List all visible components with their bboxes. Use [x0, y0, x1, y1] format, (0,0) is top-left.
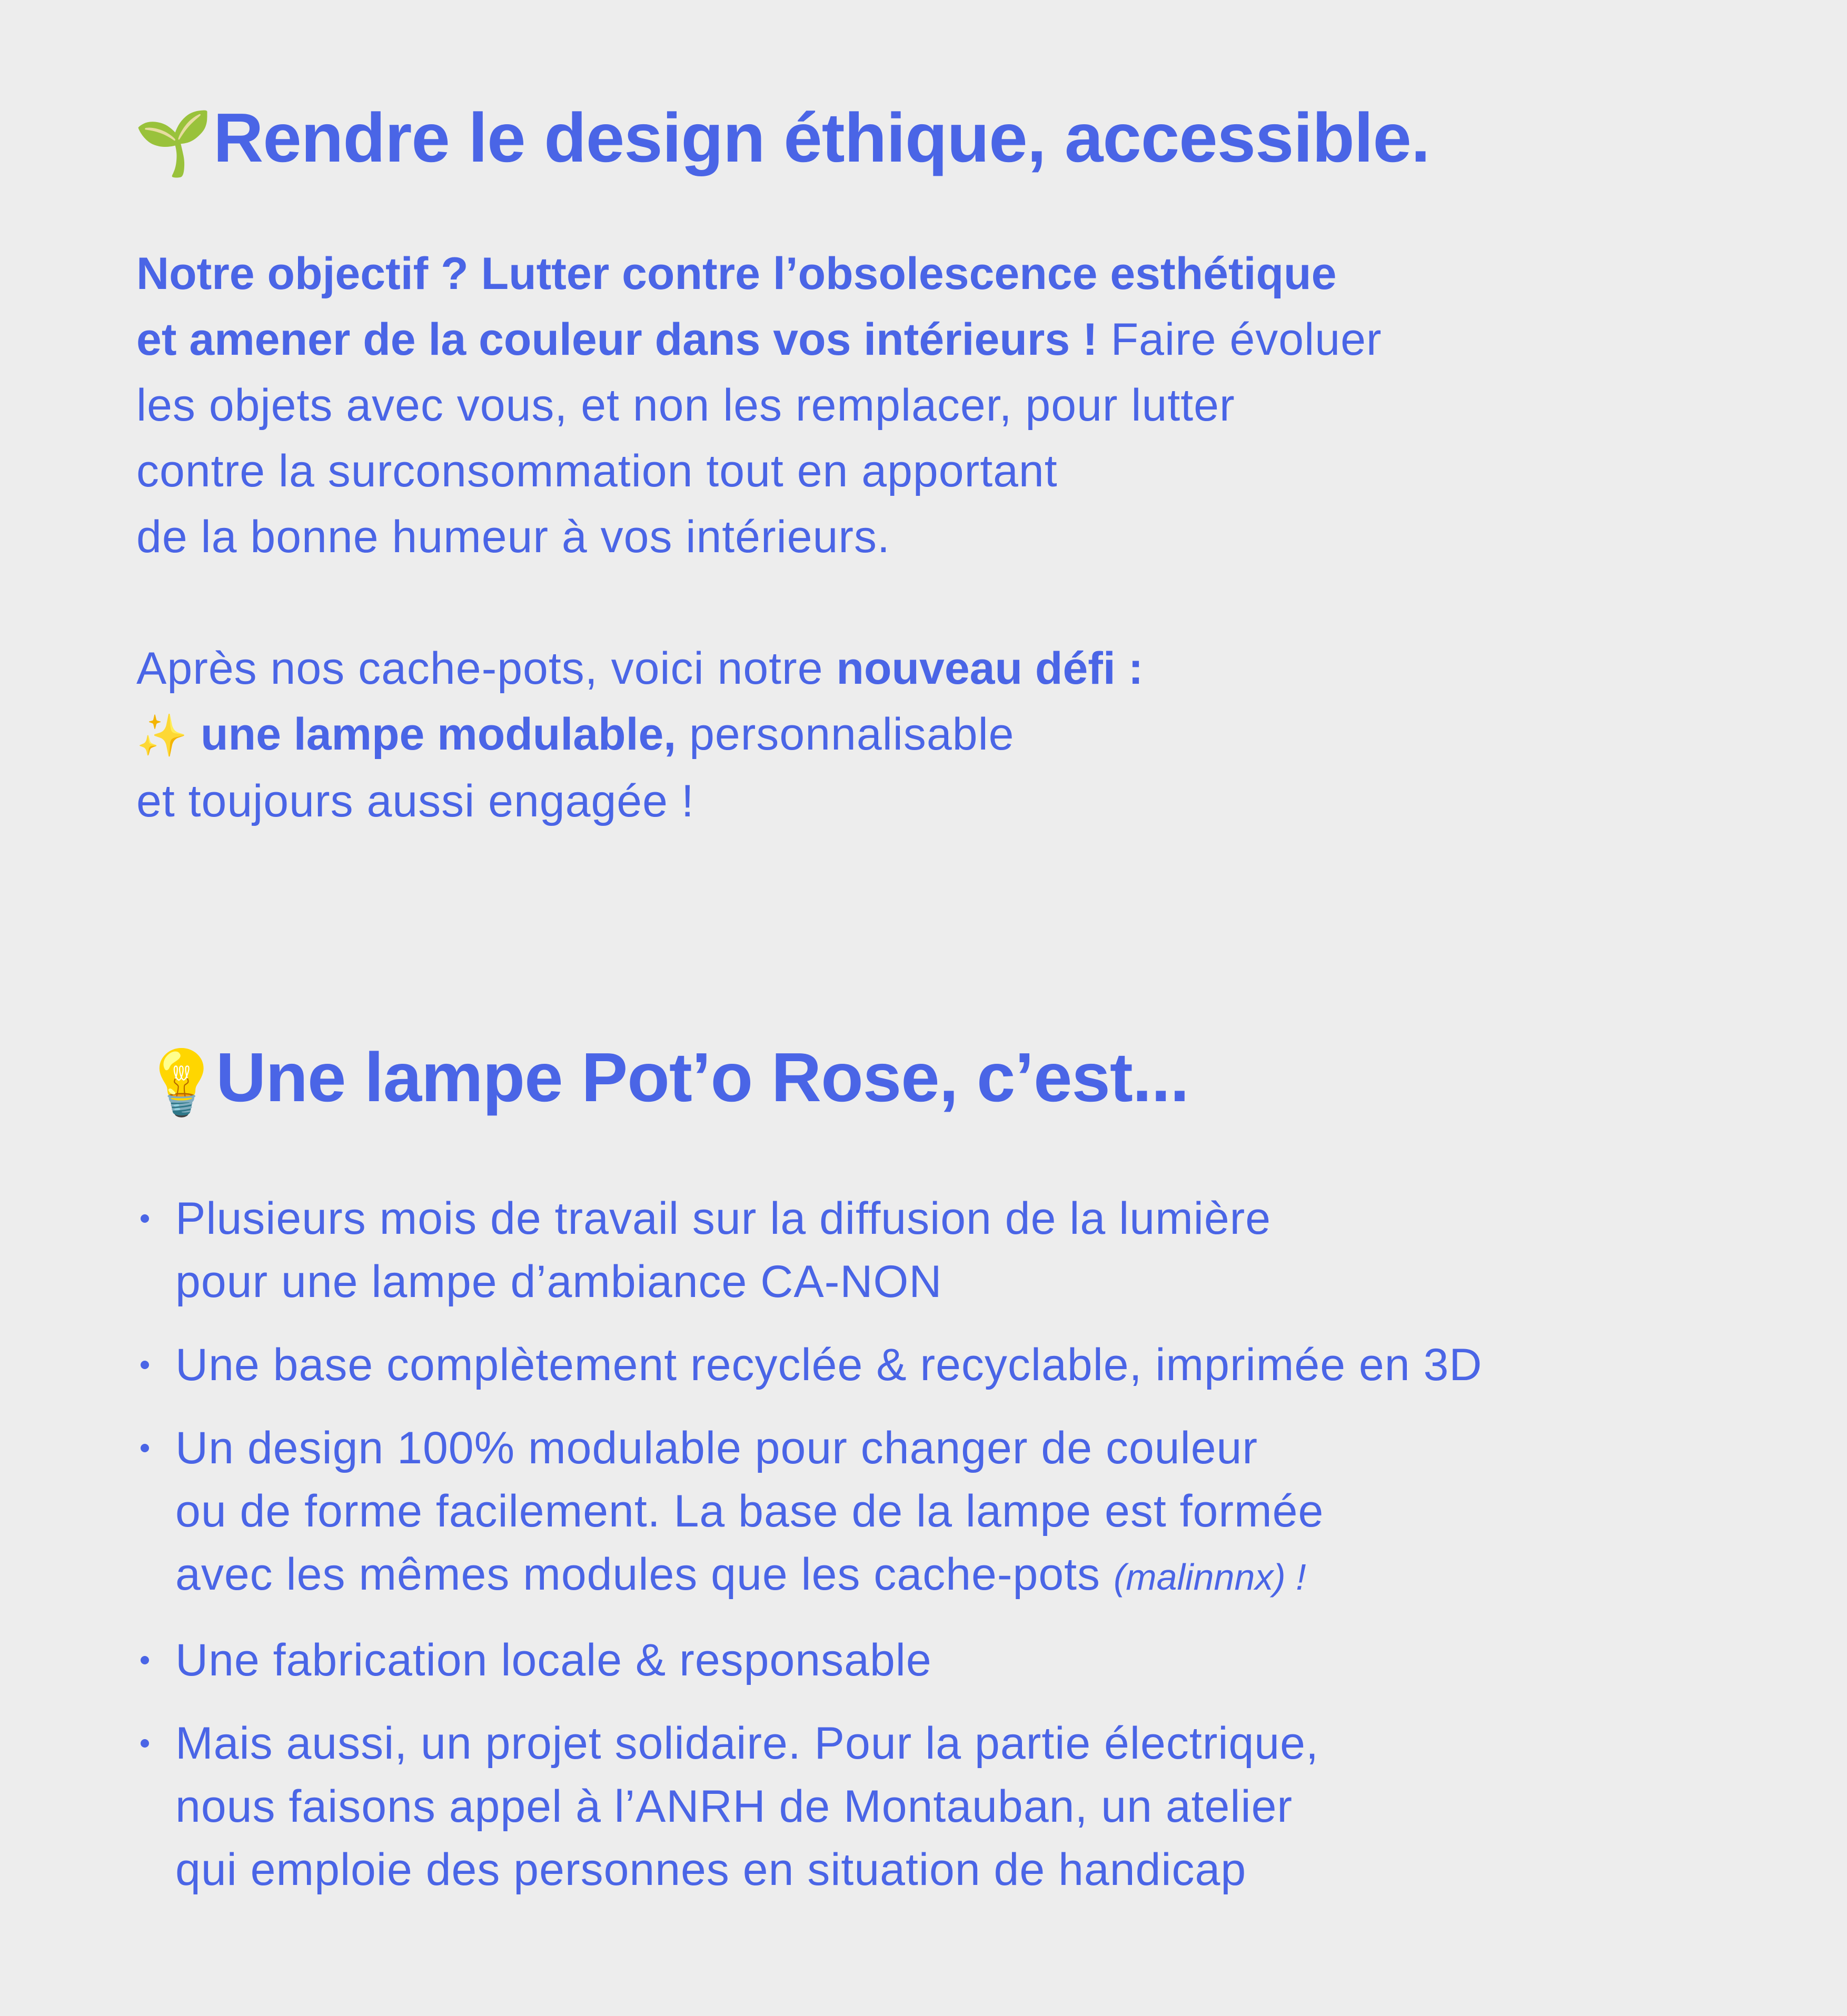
list-item-text: avec les mêmes modules que les cache-pots	[175, 1549, 1114, 1600]
heading-text: Rendre le design éthique, accessible.	[213, 99, 1430, 176]
list-item	[136, 1187, 1482, 1313]
list-item-line	[175, 1629, 1482, 1692]
bullet-icon	[141, 1656, 149, 1664]
bullet-icon	[141, 1214, 149, 1223]
intro-paragraph	[136, 241, 1382, 570]
list-item-text: Un design 100% modulable pour changer de couleur	[175, 1423, 1258, 1473]
paragraph-line: de la bonne humeur à vos intérieurs.	[136, 512, 890, 562]
list-item	[136, 1712, 1482, 1901]
list-item-line	[175, 1187, 1482, 1250]
paragraph-text: Après nos cache-pots, voici notre	[136, 643, 837, 694]
sparkles-icon: ✨	[136, 712, 188, 759]
list-item	[136, 1416, 1482, 1609]
list-item-text: Une fabrication locale & responsable	[175, 1635, 932, 1685]
paragraph-text: personnalisable	[676, 709, 1015, 760]
heading-ethical-design	[134, 96, 1430, 185]
list-item-line	[175, 1250, 1482, 1313]
list-item-text: qui emploie des personnes en situation de handicap	[175, 1844, 1247, 1895]
list-item-text: Mais aussi, un projet solidaire. Pour la partie électrique,	[175, 1718, 1319, 1769]
list-item-line	[175, 1480, 1482, 1543]
list-item	[136, 1333, 1482, 1396]
heading-text: Une lampe Pot’o Rose, c’est...	[216, 1039, 1189, 1116]
list-item-text: pour une lampe d’ambiance CA-NON	[175, 1256, 942, 1307]
paragraph-line: les objets avec vous, et non les remplacer, pour lutter	[136, 380, 1235, 431]
list-item	[136, 1629, 1482, 1692]
list-item-text: ou de forme facilement. La base de la lampe est formée	[175, 1486, 1324, 1536]
seedling-icon: 🌱	[134, 108, 213, 179]
bullet-icon	[141, 1444, 149, 1452]
list-item-text: Une base complètement recyclée & recyclable, imprimée en 3D	[175, 1340, 1483, 1390]
list-item-line	[175, 1333, 1482, 1396]
list-item-line	[175, 1775, 1482, 1838]
paragraph-line: contre la surconsommation tout en apportant	[136, 446, 1058, 496]
lamp-text: une lampe modulable,	[188, 709, 677, 760]
heading-lamp	[134, 1035, 1189, 1125]
light-bulb-icon: 💡	[142, 1047, 221, 1119]
list-item-line	[175, 1712, 1482, 1775]
objective-text-2: et amener de la couleur dans vos intérieurs !	[136, 314, 1098, 365]
list-item-line	[175, 1543, 1482, 1609]
aside-text: (malinnnx) !	[1113, 1556, 1306, 1598]
list-item-line	[175, 1416, 1482, 1480]
paragraph-text: Faire évoluer	[1097, 314, 1382, 365]
bullet-icon	[141, 1739, 149, 1748]
list-item-text: Plusieurs mois de travail sur la diffusion de la lumière	[175, 1193, 1272, 1244]
paragraph-line: et toujours aussi engagée !	[136, 776, 694, 826]
challenge-text: nouveau défi :	[836, 643, 1144, 694]
objective-text: Notre objectif ? Lutter contre l’obsolescence esthétique	[136, 248, 1337, 299]
feature-list	[136, 1187, 1482, 1921]
bullet-icon	[141, 1361, 149, 1369]
challenge-paragraph	[136, 636, 1143, 834]
list-item-text: nous faisons appel à l’ANRH de Montauban, un atelier	[175, 1781, 1293, 1832]
list-item-line	[175, 1838, 1482, 1901]
